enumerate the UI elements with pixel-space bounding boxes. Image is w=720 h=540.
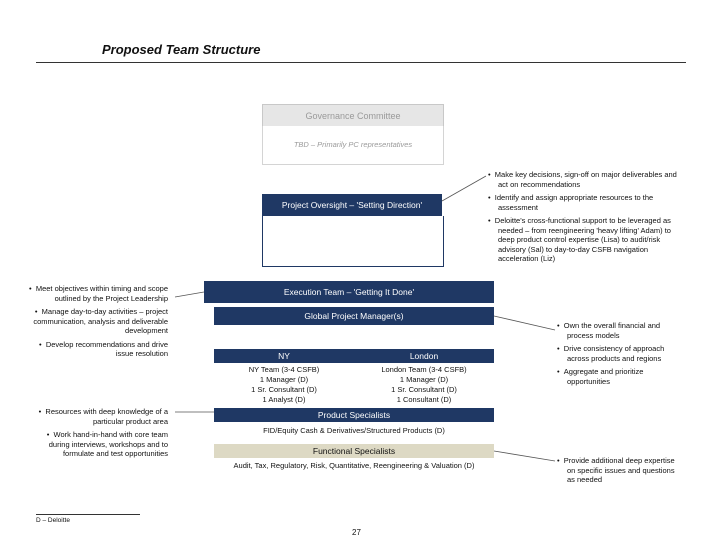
footnote-rule [36, 514, 140, 515]
project-oversight-body [262, 216, 444, 267]
page-number: 27 [352, 528, 361, 537]
execution-note-text: Manage day-to-day activities – project communication, analysis and deliverable development [33, 307, 168, 335]
manager-note: • Own the overall financial and process models [557, 321, 661, 340]
manager-connector [494, 316, 555, 330]
functional-notes [557, 456, 682, 489]
oversight-connector [442, 176, 486, 201]
oversight-note: • Deloitte's cross-functional support to be leveraged as needed – from reengineering 'heavy lifting' Adam) to deep product control expertise (Lisa) to audit/risk advisory (Sal) to day-to-day CSFB navigation acceleration (Liz) [488, 216, 671, 263]
execution-notes [28, 284, 168, 363]
execution-note: • Manage day-to-day activities – project communication, analysis and deliverable development [33, 307, 168, 335]
oversight-notes [488, 170, 683, 268]
specialist-note: • Work hand-in-hand with core team during interviews, workshops and to formulate and test opportunities [46, 430, 168, 458]
page-title: Proposed Team Structure [102, 42, 261, 57]
ny-team-line: 1 Manager (D) [259, 375, 309, 384]
ny-team-details [214, 365, 354, 405]
london-team-line: 1 Consultant (D) [396, 395, 452, 404]
execution-note: • Meet objectives within timing and scope outlined by the Project Leadership [29, 284, 168, 303]
ny-team-line: 1 Analyst (D) [262, 395, 306, 404]
oversight-note: • Identify and assign appropriate resources to the assessment [488, 193, 654, 212]
product-specialists-header: Product Specialists [214, 408, 494, 422]
specialist-note-text: Work hand-in-hand with core team during interviews, workshops and to formulate and test opportunities [48, 430, 168, 458]
specialist-note-text: Resources with deep knowledge of a particular product area [45, 407, 168, 426]
manager-note: • Drive consistency of approach across products and regions [557, 344, 665, 363]
execution-note-text: Develop recommendations and drive issue resolution [45, 339, 168, 358]
ny-team-line: NY Team (3-4 CSFB) [248, 365, 320, 374]
oversight-note: • Make key decisions, sign-off on major deliverables and act on recommendations [488, 170, 677, 189]
manager-note: • Aggregate and prioritize opportunities [557, 367, 644, 386]
footnote: D – Deloitte [36, 517, 70, 524]
specialist-note: • Resources with deep knowledge of a particular product area [38, 407, 168, 426]
execution-note-text: Meet objectives within timing and scope outlined by the Project Leadership [35, 284, 168, 303]
oversight-note-text: Make key decisions, sign-off on major deliverables and act on recommendations [494, 170, 677, 189]
manager-note-text: Aggregate and prioritize opportunities [563, 367, 644, 386]
london-team-details [354, 365, 494, 405]
ny-team-line: 1 Sr. Consultant (D) [251, 385, 317, 394]
london-team-line: 1 Sr. Consultant (D) [391, 385, 457, 394]
specialist-notes [28, 407, 168, 463]
execution-connector [175, 292, 204, 297]
ny-header: NY [214, 349, 354, 363]
london-team-line: 1 Manager (D) [399, 375, 449, 384]
manager-note-text: Own the overall financial and process models [563, 321, 661, 340]
title-rule [36, 62, 686, 63]
oversight-note-text: Deloitte's cross-functional support to be leveraged as needed – from reengineering 'heavy lifting' Adam) to deep product control expertise (Lisa) to audit/risk advisory (Sal) to day-to-day CSFB navigation acceleration (Liz) [494, 216, 671, 263]
london-team-line: London Team (3-4 CSFB) [381, 365, 467, 374]
governance-committee-body: TBD – Primarily PC representatives [262, 126, 444, 165]
london-header: London [354, 349, 494, 363]
global-project-manager-bar: Global Project Manager(s) [214, 307, 494, 325]
manager-notes [557, 321, 687, 390]
project-oversight-header: Project Oversight – 'Setting Direction' [262, 194, 442, 216]
functional-connector [494, 451, 555, 461]
functional-specialists-header: Functional Specialists [214, 444, 494, 458]
governance-committee-header: Governance Committee [262, 104, 444, 128]
manager-note-text: Drive consistency of approach across products and regions [563, 344, 665, 363]
functional-note-text: Provide additional deep expertise on specific issues and questions as needed [563, 456, 675, 484]
functional-note: • Provide additional deep expertise on specific issues and questions as needed [557, 456, 675, 484]
functional-specialists-text: Audit, Tax, Regulatory, Risk, Quantitative, Reengineering & Valuation (D) [233, 461, 475, 470]
execution-note: • Develop recommendations and drive issue resolution [39, 339, 168, 358]
execution-team-header: Execution Team – 'Getting It Done' [204, 281, 494, 303]
product-specialists-text: FID/Equity Cash & Derivatives/Structured Products (D) [263, 426, 445, 435]
oversight-note-text: Identify and assign appropriate resources to the assessment [494, 193, 654, 212]
